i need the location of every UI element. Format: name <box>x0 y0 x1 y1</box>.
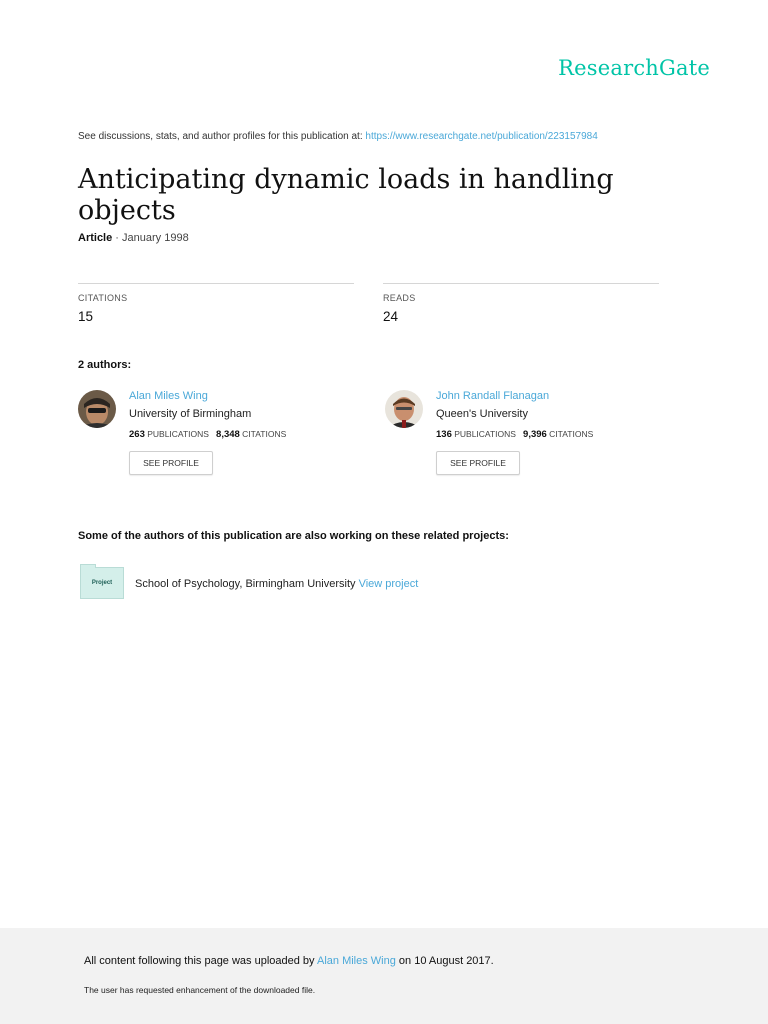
author-institution: University of Birmingham <box>129 408 252 420</box>
publication-title: Anticipating dynamic loads in handling objects <box>78 164 614 226</box>
see-discussions-line <box>78 131 598 142</box>
footer <box>0 928 768 1024</box>
author-citations-label: CITATIONS <box>239 429 287 439</box>
author-citations-count: 8,348 <box>216 429 240 440</box>
author-stats <box>436 429 676 440</box>
publication-type: Article <box>78 232 113 244</box>
author-publications-count: 136 <box>436 429 452 440</box>
related-projects-heading: Some of the authors of this publication are also working on these related projects: <box>78 530 509 542</box>
author-name-link[interactable]: John Randall Flanagan <box>436 390 550 402</box>
researchgate-logo[interactable]: ResearchGate <box>558 56 710 80</box>
upload-prefix: All content following this page was uploaded by <box>84 955 317 967</box>
citations-stat <box>78 283 354 324</box>
authors-heading: 2 authors: <box>78 359 132 371</box>
avatar[interactable] <box>78 390 116 428</box>
publication-date: · January 1998 <box>112 232 189 244</box>
see-discussions-text: See discussions, stats, and author profiles for this publication at: <box>78 131 366 142</box>
view-project-link[interactable]: View project <box>358 578 419 590</box>
upload-line <box>84 955 494 967</box>
author-citations-count: 9,396 <box>523 429 547 440</box>
upload-suffix: on 10 August 2017. <box>395 955 494 967</box>
author-info <box>436 390 676 475</box>
author-publications-count: 263 <box>129 429 145 440</box>
see-profile-button[interactable]: SEE PROFILE <box>129 451 213 475</box>
author-photo-icon <box>385 390 423 428</box>
reads-label: READS <box>383 293 416 303</box>
publication-meta <box>78 232 189 244</box>
author-institution: Queen's University <box>436 408 528 420</box>
enhancement-note: The user has requested enhancement of the downloaded file. <box>84 985 316 995</box>
project-folder-icon: Project <box>80 567 124 599</box>
uploader-link[interactable]: Alan Miles Wing <box>317 955 396 967</box>
citations-label: CITATIONS <box>78 293 128 303</box>
publication-url-link[interactable]: https://www.researchgate.net/publication/223157984 <box>365 131 598 142</box>
avatar[interactable] <box>385 390 423 428</box>
project-text <box>135 578 418 590</box>
reads-stat <box>383 283 659 324</box>
citations-value: 15 <box>78 309 94 324</box>
see-profile-button[interactable]: SEE PROFILE <box>436 451 520 475</box>
author-publications-label: PUBLICATIONS <box>451 429 516 439</box>
author-citations-label: CITATIONS <box>546 429 594 439</box>
author-publications-label: PUBLICATIONS <box>144 429 209 439</box>
reads-value: 24 <box>383 309 399 324</box>
author-photo-icon <box>78 390 116 428</box>
author-stats <box>129 429 369 440</box>
project-name: School of Psychology, Birmingham University <box>135 578 359 590</box>
author-name-link[interactable]: Alan Miles Wing <box>129 390 208 402</box>
author-info <box>129 390 369 475</box>
